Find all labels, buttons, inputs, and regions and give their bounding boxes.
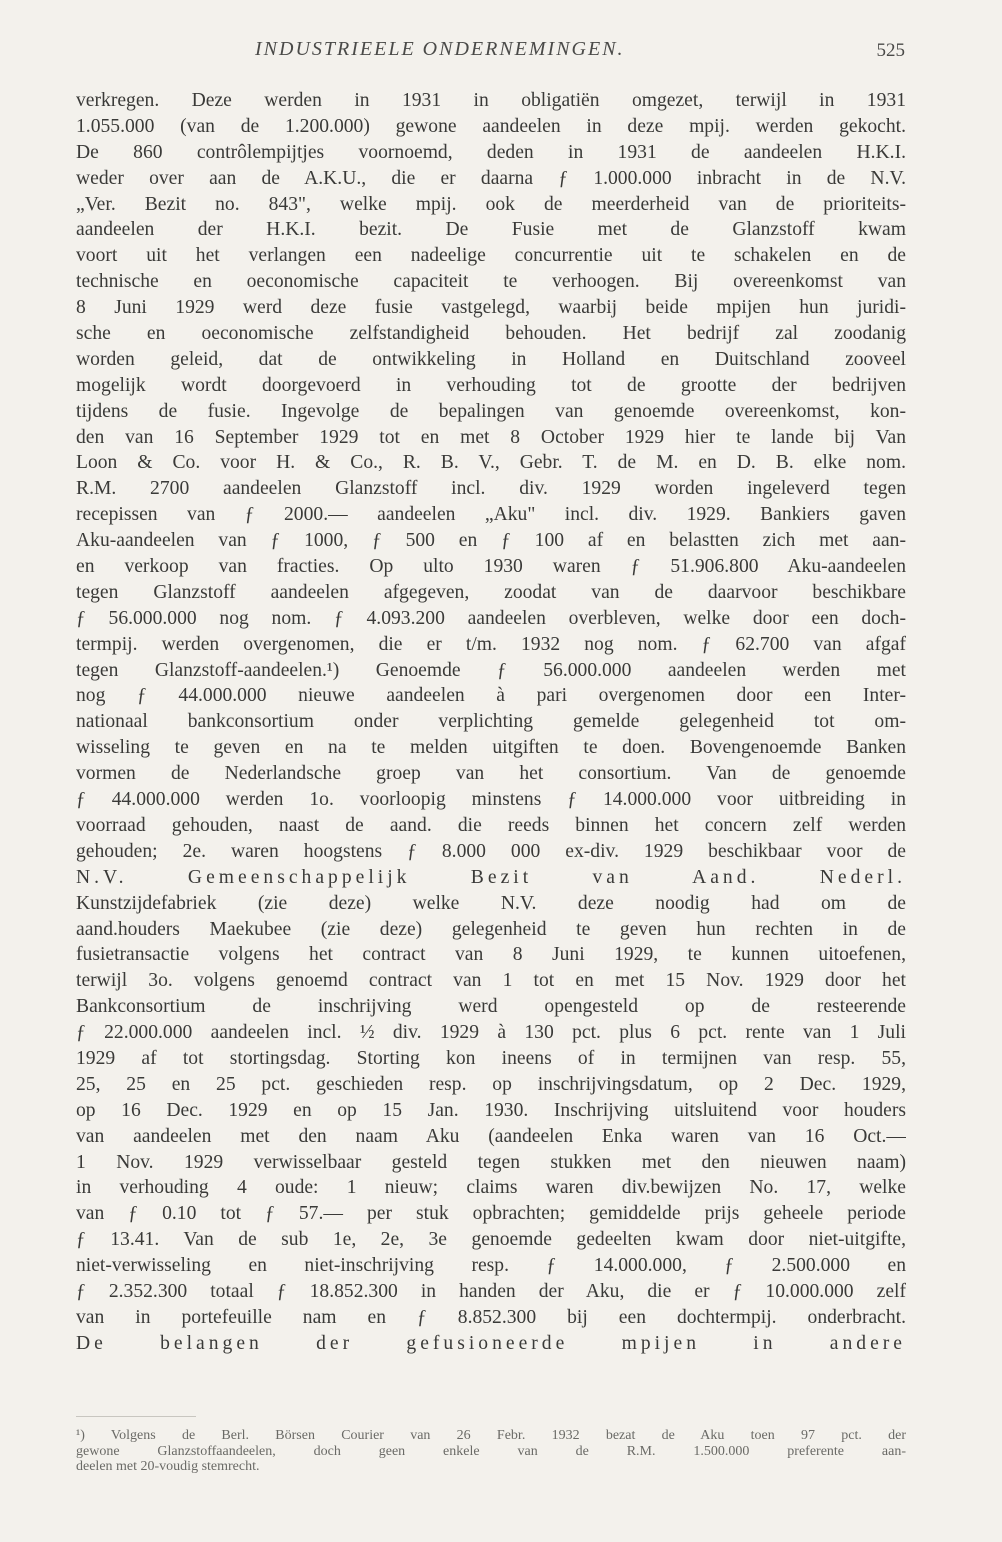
text-line: nog ƒ 44.000.000 nieuwe aandeelen à pari overgenomen door een Inter- (76, 685, 906, 707)
text-line: op 16 Dec. 1929 en op 15 Jan. 1930. Inschrijving uitsluitend voor houders (76, 1099, 906, 1121)
text-line: R.M. 2700 aandeelen Glanzstoff incl. div. 1929 worden ingeleverd tegen (76, 478, 906, 500)
text-line: Loon & Co. voor H. & Co., R. B. V., Gebr. T. de M. en D. B. elke nom. (76, 452, 906, 474)
text-line: mogelijk wordt doorgevoerd in verhouding tot de grootte der bedrijven (76, 374, 906, 396)
text-line: voorraad gehouden, naast de aand. die reeds binnen het concern zelf werden (76, 814, 906, 836)
page-number: 525 (876, 40, 905, 61)
text-line: niet-verwisseling en niet-inschrijving resp. ƒ 14.000.000, ƒ 2.500.000 en (76, 1255, 906, 1277)
text-line: wisseling te geven en na te melden uitgiften te doen. Bovengenoemde Banken (76, 737, 906, 759)
text-line: tijdens de fusie. Ingevolge de bepalingen van genoemde overeenkomst, kon- (76, 400, 906, 422)
body-text (76, 88, 906, 1357)
text-line: ƒ 13.41. Van de sub 1e, 2e, 3e genoemde gedeelten kwam door niet-uitgifte, (76, 1229, 906, 1251)
text-line: ƒ 56.000.000 nog nom. ƒ 4.093.200 aandeelen overbleven, welke door een doch- (76, 607, 906, 629)
text-line: recepissen van ƒ 2000.— aandeelen „Aku" incl. div. 1929. Bankiers gaven (76, 504, 906, 526)
text-line: sche en oeconomische zelfstandigheid behouden. Het bedrijf zal zoodanig (76, 323, 906, 345)
footnote-line: gewone Glanzstoffaandeelen, doch geen enkele van de R.M. 1.500.000 preferente aan- (76, 1443, 906, 1459)
text-line: fusietransactie volgens het contract van 8 Juni 1929, te kunnen uitoefenen, (76, 944, 906, 966)
text-line: van in portefeuille nam en ƒ 8.852.300 bij een dochtermpij. onderbracht. (76, 1306, 906, 1328)
text-line: Kunstzijdefabriek (zie deze) welke N.V. deze noodig had om de (76, 892, 906, 914)
text-line: N.V. Gemeenschappelijk Bezit van Aand. Nederl. (76, 866, 906, 888)
text-line: tegen Glanzstoff aandeelen afgegeven, zoodat van de daarvoor beschikbare (76, 581, 906, 603)
text-line: nationaal bankconsortium onder verplichting gemelde gelegenheid tot om- (76, 711, 906, 733)
text-line: 8 Juni 1929 werd deze fusie vastgelegd, waarbij beide mpijen hun juridi- (76, 297, 906, 319)
footnote-divider (76, 1416, 196, 1417)
text-line: technische en oeconomische capaciteit te verhoogen. Bij overeenkomst van (76, 271, 906, 293)
text-line: ƒ 2.352.300 totaal ƒ 18.852.300 in handen der Aku, die er ƒ 10.000.000 zelf (76, 1280, 906, 1302)
text-line: aand.houders Maekubee (zie deze) gelegenheid te geven hun rechten in de (76, 918, 906, 940)
footnote (76, 1428, 906, 1475)
text-line: 1929 af tot stortingsdag. Storting kon ineens of in termijnen van resp. 55, (76, 1047, 906, 1069)
running-head (0, 38, 1002, 72)
text-line: Bankconsortium de inschrijving werd opengesteld op de resteerende (76, 996, 906, 1018)
footnote-line: deelen met 20-voudig stemrecht. (76, 1459, 260, 1474)
text-line: verkregen. Deze werden in 1931 in obligatiën omgezet, terwijl in 1931 (76, 90, 906, 111)
text-line: 1.055.000 (van de 1.200.000) gewone aandeelen in deze mpij. werden gekocht. (76, 115, 906, 137)
text-line: ƒ 22.000.000 aandeelen incl. ½ div. 1929 à 130 pct. plus 6 pct. rente van 1 Juli (76, 1022, 906, 1044)
text-line: in verhouding 4 oude: 1 nieuw; claims waren div.bewijzen No. 17, welke (76, 1177, 906, 1199)
text-line: ƒ 44.000.000 werden 1o. voorloopig minstens ƒ 14.000.000 voor uitbreiding in (76, 789, 906, 811)
text-line: van ƒ 0.10 tot ƒ 57.— per stuk opbrachten; gemiddelde prijs geheele periode (76, 1203, 906, 1225)
text-line: weder over aan de A.K.U., die er daarna ƒ 1.000.000 inbracht in de N.V. (76, 167, 906, 189)
text-line: voort uit het verlangen een nadeelige concurrentie uit te schakelen en de (76, 245, 906, 267)
text-line: den van 16 September 1929 tot en met 8 October 1929 hier te lande bij Van (76, 426, 906, 448)
running-title: INDUSTRIEELE ONDERNEMINGEN. (255, 38, 625, 60)
text-line: worden geleid, dat de ontwikkeling in Holland en Duitschland zooveel (76, 348, 906, 370)
text-line: tegen Glanzstoff-aandeelen.¹) Genoemde ƒ 56.000.000 aandeelen werden met (76, 659, 906, 681)
text-line: De belangen der gefusioneerde mpijen in andere (76, 1332, 906, 1354)
text-line: 1 Nov. 1929 verwisselbaar gesteld tegen stukken met den nieuwen naam) (76, 1151, 906, 1173)
text-line: gehouden; 2e. waren hoogstens ƒ 8.000 000 ex-div. 1929 beschikbaar voor de (76, 840, 906, 862)
text-line: 25, 25 en 25 pct. geschieden resp. op inschrijvingsdatum, op 2 Dec. 1929, (76, 1073, 906, 1095)
text-line: „Ver. Bezit no. 843", welke mpij. ook de meerderheid van de prioriteits- (76, 193, 906, 215)
text-line: en verkoop van fracties. Op ulto 1930 waren ƒ 51.906.800 Aku-aandeelen (76, 556, 906, 578)
footnote-line: ¹) Volgens de Berl. Börsen Courier van 26 Febr. 1932 bezat de Aku toen 97 pct. der (76, 1428, 906, 1443)
text-line: De 860 contrôlempijtjes voornoemd, deden in 1931 de aandeelen H.K.I. (76, 141, 906, 163)
text-line: van aandeelen met den naam Aku (aandeelen Enka waren van 16 Oct.— (76, 1125, 906, 1147)
text-line: terwijl 3o. volgens genoemd contract van 1 tot en met 15 Nov. 1929 door het (76, 970, 906, 992)
text-line: Aku-aandeelen van ƒ 1000, ƒ 500 en ƒ 100 af en belastten zich met aan- (76, 530, 906, 552)
text-line: termpij. werden overgenomen, die er t/m. 1932 nog nom. ƒ 62.700 van afgaf (76, 633, 906, 655)
text-line: vormen de Nederlandsche groep van het consortium. Van de genoemde (76, 763, 906, 785)
text-line: aandeelen der H.K.I. bezit. De Fusie met de Glanzstoff kwam (76, 219, 906, 241)
